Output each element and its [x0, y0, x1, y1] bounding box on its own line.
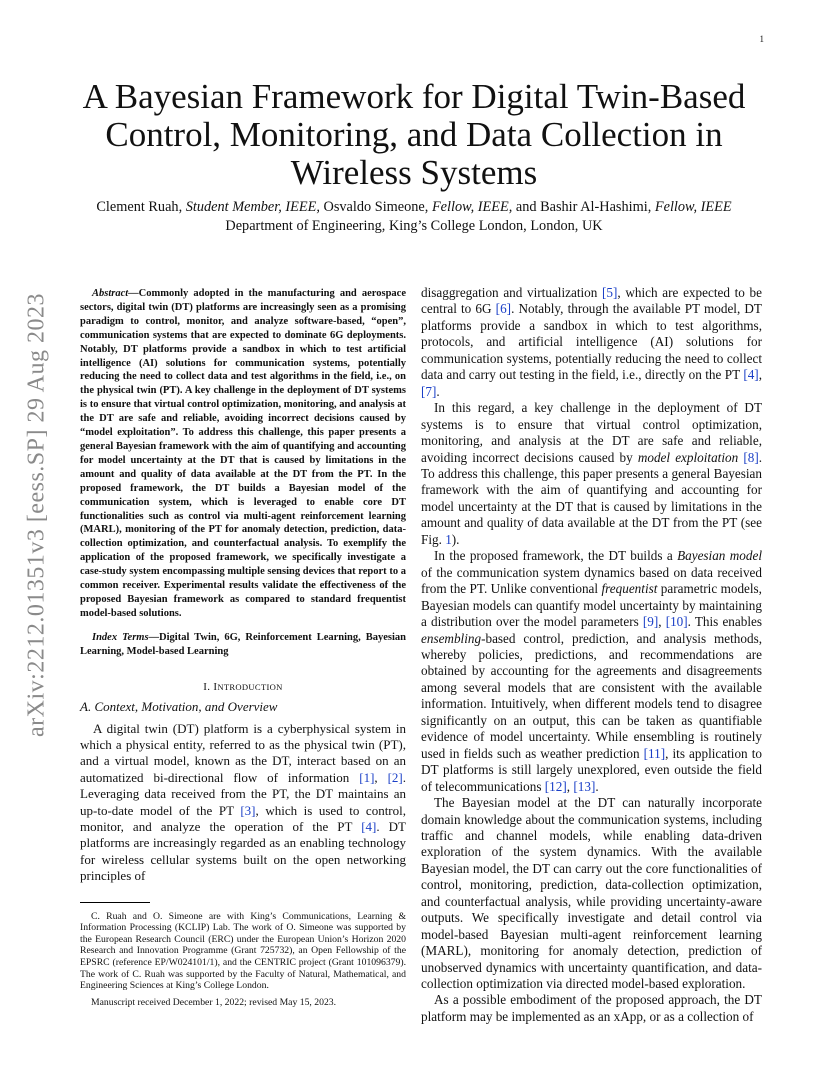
text-run: . Notably, through the available PT model, DT platforms provide a sandbox in which to test algorithms, protocols, and artificial intelligence (AI) solutions for communication systems, potentially reducing the need to collect data and carry out testing in the field, i.e., directly on the PT — [421, 301, 762, 383]
left-column — [80, 287, 406, 1013]
section-title-rest: NTRODUCTION — [217, 681, 283, 692]
text-run: -based control, prediction, and analysis methods, whereby policies, predictions, and recommendations are obtained by accounting for the agreements and disagreements among several models that are consistent with the available information. Intuitively, when different models tend to disagree significantly on an output, this can be taken as quantifiable evidence of model uncertainty. While ensembling is routinely used in fields such as weather prediction — [421, 630, 762, 761]
right-column — [421, 285, 762, 1025]
footnote-affiliation: C. Ruah and O. Simeone are with King’s Communications, Learning & Information Processing (KCLIP) Lab. The work of O. Simeone was supported by the European Research Council (ERC) under the European Union’s Horizon 2020 Research and Innovation Programme (Grant 725732), an Open Fellowship of the EPSRC (reference EP/W024101/1), and the CENTRIC project (Grant 101096379). The work of C. Ruah was supported by the Faculty of Natural, Mathematical, and Engineering Sciences at King’s College London. — [80, 910, 406, 992]
paper-title: A Bayesian Framework for Digital Twin-Based Control, Monitoring, and Data Collection in Wireless Systems — [82, 77, 746, 192]
emphasis: frequentist — [601, 581, 658, 597]
paragraph — [421, 285, 762, 400]
text-run: , — [566, 778, 574, 794]
text-run: . DT platforms are increasingly regarded as an enabling technology for wireless cellular systems built on the open networking principles of — [80, 819, 406, 884]
text-run: parametric models, Bayesian models can quantify model uncertainty by maintaining a distribution over the model parameters — [421, 581, 762, 630]
text-run: . Leveraging data received from the PT, the DT maintains an up-to-date model of the PT — [80, 769, 407, 818]
citation-link[interactable]: [8] — [743, 449, 759, 465]
index-terms-text: —Digital Twin, 6G, Reinforcement Learning, Bayesian Learning, Model-based Learning — [80, 631, 406, 657]
page-number: 1 — [759, 34, 764, 44]
arxiv-stamp-text: arXiv:2212.01351v3 [eess.SP] 29 Aug 2023 — [23, 293, 50, 737]
text-run: In the proposed framework, the DT builds a — [434, 548, 678, 564]
text-run: . To address this challenge, this paper presents a general Bayesian framework with the aim of quantifying and accounting for model uncertainty at the DT that is caused by limitations in the amount and quality of data available at the DT from the PT (see Fig. — [421, 449, 763, 547]
text-run: In this regard, a key challenge in the deployment of DT systems is to ensure that virtual control optimization, monitoring, and analysis at the DT are safe and reliable, avoiding incorrect decisions caused by — [421, 400, 762, 465]
paragraph: As a possible embodiment of the proposed approach, the DT platform may be implemented as an xApp, or as a collection of — [421, 992, 762, 1024]
citation-link[interactable]: [13] — [573, 778, 596, 794]
author-name: Osvaldo Simeone, — [323, 199, 429, 215]
citation-link[interactable]: [10] — [665, 614, 688, 630]
author-name: Clement Ruah, — [96, 199, 183, 215]
paragraph — [421, 548, 762, 795]
author-list — [50, 198, 778, 216]
emphasis: ensembling — [421, 630, 482, 646]
citation-link[interactable]: [5] — [602, 285, 618, 300]
emphasis: Bayesian model — [677, 548, 762, 564]
affiliation: Department of Engineering, King’s College London, London, UK — [225, 218, 603, 234]
abstract-text: —Commonly adopted in the manufacturing and aerospace sectors, digital twin (DT) platforms are increasingly seen as a promising paradigm to control, monitor, and analyze software-based, “open”, communication systems that are expected to dominate 6G deployments. Notably, DT platforms provide a sandbox in which to test artificial intelligence (AI) solutions for communication systems, potentially reducing the need to collect data and test algorithms in the field, i.e., on the physical twin (PT). A key challenge in the deployment of DT systems is to ensure that virtual control optimization, monitoring, and analysis at the DT are safe and reliable, avoiding incorrect decisions caused by “model exploitation”. To address this challenge, this paper presents a general Bayesian framework with the aim of quantifying and accounting for model uncertainty at the DT that is caused by limitations in the amount and quality of data available at the DT from the PT. In the proposed framework, the DT builds a Bayesian model of the communication system, which is leveraged to enable core DT functionalities such as control via multi-agent reinforcement learning (MARL), monitoring of the PT for anomaly detection, prediction, data-collection optimization, and counterfactual analysis. To exemplify the application of the proposed framework, we specifically investigate a case-study system encompassing multiple sensing devices that report to a common receiver. Experimental results validate the effectiveness of the proposed Bayesian framework as compared to standard frequentist model-based solutions. — [80, 288, 406, 619]
index-terms-label: Index Terms — [92, 631, 149, 643]
citation-link[interactable]: [1] — [359, 769, 375, 785]
citation-link[interactable]: [9] — [642, 614, 659, 630]
section-number: I. — [203, 680, 211, 693]
footnote-rule — [80, 902, 150, 903]
text-run: disaggregation and virtualization — [421, 285, 603, 300]
text-run: , its application to DT platforms is still largely unexplored, even outside the field of telecommunications — [421, 745, 762, 794]
text-run: . — [436, 383, 440, 399]
paragraph — [421, 400, 762, 548]
abstract — [80, 287, 406, 621]
citation-link[interactable]: [3] — [240, 802, 256, 818]
citation-link[interactable]: [4] — [743, 367, 759, 383]
text-run: . This enables — [687, 614, 762, 630]
text-run: of the communication system dynamics based on data received from the PT. Unlike conventional — [421, 564, 762, 597]
text-run: , — [758, 367, 762, 383]
text-run: , — [658, 614, 666, 630]
author-role: Fellow, IEEE — [654, 199, 732, 215]
arxiv-stamp — [22, 280, 52, 750]
index-terms — [80, 631, 406, 659]
text-run: . — [595, 778, 599, 794]
section-heading — [80, 681, 406, 693]
author-role: Student Member, IEEE, — [185, 199, 320, 215]
footnote-manuscript: Manuscript received December 1, 2022; revised May 15, 2023. — [91, 996, 337, 1008]
section-title-initial: I — [213, 680, 218, 693]
figure-link[interactable]: 1 — [445, 531, 452, 547]
citation-link[interactable]: [2] — [387, 769, 403, 785]
paragraph — [80, 721, 406, 885]
paragraph: The Bayesian model at the DT can naturally incorporate domain knowledge about the communication systems, including traffic and channel models, while enabling data-driven exploration of the system dynamics. With the available Bayesian model, the DT can carry out the core functionalities of control, monitoring, prediction, data-collection optimization, and counterfactual analysis, while providing uncertainty-aware outputs. We specifically investigate and detail control via model-based Bayesian multi-agent reinforcement learning (MARL), monitoring for anomaly detection, prediction of unobserved dynamics with uncertainty quantification, and data-collection optimization via directed model-based exploration. — [421, 795, 762, 992]
text-run: ). — [451, 531, 460, 547]
citation-link[interactable]: [11] — [643, 745, 666, 761]
citation-link[interactable]: [12] — [544, 778, 567, 794]
citation-link[interactable]: [7] — [421, 383, 437, 399]
emphasis: model exploitation — [637, 449, 739, 465]
citation-link[interactable]: [4] — [361, 819, 377, 834]
text-run: A digital twin (DT) platform is a cyberphysical system in which a physical entity, referred to as the physical twin (PT), and a virtual model, known as the DT, interact based on an automatized bi-directional flow of information — [80, 720, 406, 785]
subsection-heading: A. Context, Motivation, and Overview — [80, 698, 278, 714]
author-name: and Bashir Al-Hashimi, — [515, 199, 652, 215]
text-run: , which is used to control, monitor, and analyze the operation of the PT — [80, 802, 406, 834]
abstract-label: Abstract — [92, 288, 129, 299]
text-run: , which are expected to be central to 6G — [421, 285, 762, 317]
text-run: , — [374, 769, 388, 785]
author-role: Fellow, IEEE, — [431, 199, 513, 215]
citation-link[interactable]: [6] — [495, 301, 512, 317]
